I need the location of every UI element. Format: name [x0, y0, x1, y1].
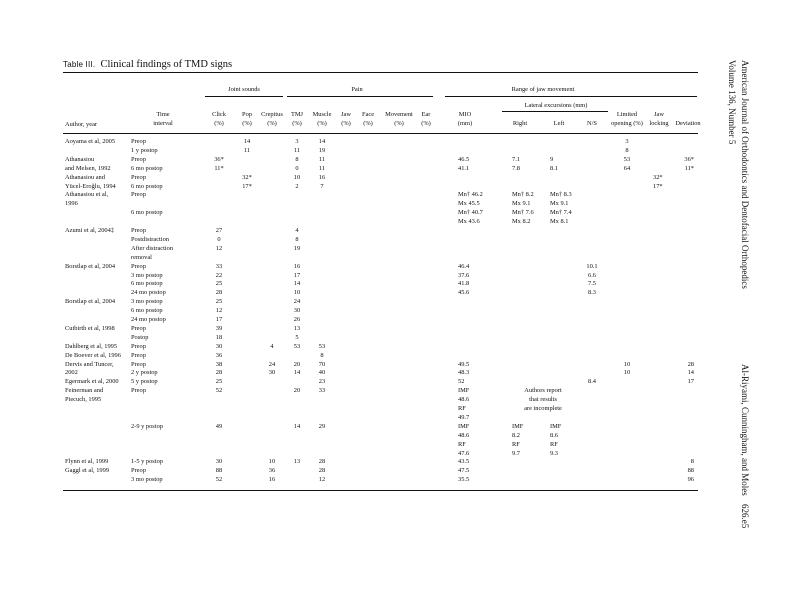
cell-tmj: 24 — [293, 298, 301, 306]
cell-click: 28 — [215, 289, 223, 297]
cell-right: 7.8 — [512, 164, 520, 172]
cell-click: 30 — [215, 342, 223, 350]
journal-title: American Journal of Orthodontics and Dentofacial Orthopedics — [740, 60, 750, 289]
cell-lock: 17* — [653, 182, 663, 190]
table-bottom-rule — [63, 490, 698, 491]
cell-time: Preop — [131, 324, 146, 332]
cell-author: 1996 — [65, 200, 78, 208]
col-limited-2: opening (%) — [611, 120, 643, 127]
cell-tmj: 26 — [293, 316, 301, 323]
group-joint-sounds: Joint sounds — [228, 86, 260, 93]
col-locking-2: locking — [649, 120, 669, 127]
cell-click: 12 — [215, 307, 223, 315]
cell-lim: 10 — [623, 360, 631, 368]
cell-author: Feinerman and — [65, 387, 104, 395]
cell-click: 27 — [215, 227, 223, 234]
col-right: Right — [512, 120, 528, 127]
cell-muscle: 19 — [318, 146, 326, 154]
cell-right: Mx 9.1 — [512, 200, 531, 208]
cell-ns: 6.6 — [588, 271, 596, 279]
cell-pop: 32* — [242, 173, 252, 181]
col-face-2: (%) — [363, 120, 373, 127]
cell-left: Mn† 7.4 — [550, 209, 572, 217]
cell-time: Postdistraction — [131, 235, 169, 243]
col-tmj-1: TMJ — [290, 111, 304, 118]
cell-ns: 8.3 — [588, 289, 596, 297]
group-lateral: Lateral excursions (mm) — [524, 102, 588, 109]
col-jaw-2: (%) — [341, 120, 351, 127]
cell-tmj: 16 — [293, 262, 301, 270]
cell-mio: 49.5 — [458, 360, 470, 368]
cell-tmj: 30 — [293, 307, 301, 315]
cell-time: Preop — [131, 191, 146, 199]
cell-tmj: 0 — [295, 164, 299, 172]
cell-mio: 49.7 — [458, 413, 470, 421]
col-limited-1: Limited — [616, 111, 638, 118]
group-pain: Pain — [351, 86, 363, 93]
cell-ns: 7.5 — [588, 280, 596, 288]
cell-mio: Mx 43.6 — [458, 218, 480, 226]
cell-muscle: 16 — [318, 173, 326, 181]
cell-pop: 14 — [243, 138, 251, 145]
cell-tmj: 14 — [293, 422, 301, 430]
cell-time: 6 mo postop — [131, 209, 163, 217]
cell-mio: 43.5 — [458, 458, 470, 466]
cell-tmj: 13 — [293, 458, 301, 466]
cell-click: 25 — [215, 378, 223, 386]
table-title — [63, 59, 232, 70]
cell-tmj: 20 — [293, 360, 301, 368]
col-movement-1: Movement — [385, 111, 413, 118]
cell-mio: 48.6 — [458, 431, 470, 439]
cell-mio: Mn† 40.7 — [458, 209, 483, 217]
cell-dev: 11* — [684, 164, 694, 172]
journal-volume: Volume 136, Number 5 — [727, 60, 737, 145]
cell-left: IMF — [550, 422, 562, 430]
cell-tmj: 5 — [295, 333, 299, 341]
cell-right: Mn† 7.6 — [512, 209, 534, 217]
col-pop-2: (%) — [242, 120, 252, 127]
col-deviation: Deviation — [675, 120, 701, 127]
cell-mio: 35.5 — [458, 476, 470, 484]
cell-time: Preop — [131, 155, 146, 163]
cell-time: Preop — [131, 467, 146, 475]
cell-crep: 30 — [268, 369, 276, 377]
table-top-rule — [63, 72, 698, 73]
cell-left: 9 — [550, 155, 554, 163]
cell-time: 3 mo postop — [131, 271, 163, 279]
cell-dev: 28 — [687, 360, 694, 368]
cell-click: 28 — [215, 369, 223, 377]
cell-right: RF — [512, 440, 520, 448]
cell-author: and Melsen, 1992 — [65, 164, 111, 172]
cell-click: 36 — [215, 351, 223, 359]
cell-click: 12 — [215, 244, 223, 252]
cell-ns: 8.4 — [588, 378, 596, 386]
cell-left: Mn† 8.3 — [550, 191, 572, 199]
cell-click: 39 — [215, 324, 223, 332]
cell-click: 38 — [215, 360, 223, 368]
cell-author: Flynn et al, 1999 — [65, 458, 109, 466]
rule-lateral — [502, 111, 608, 112]
cell-mio: 47.5 — [458, 467, 470, 475]
table-caption: Clinical findings of TMD signs — [100, 59, 233, 70]
col-crep-1: Crepitus — [261, 111, 283, 118]
cell-author: Borstlap et al, 2004 — [65, 298, 116, 306]
cell-muscle: 28 — [318, 458, 326, 466]
cell-tmj: 14 — [293, 280, 301, 288]
cell-author: Aoyama et al, 2005 — [65, 138, 116, 145]
cell-time: removal — [131, 253, 152, 261]
cell-mio: RF — [458, 440, 466, 448]
cell-mio: 52 — [458, 378, 465, 386]
cell-time: Preop — [131, 262, 146, 270]
cell-left: Mx 8.1 — [550, 218, 569, 226]
cell-time: After distraction — [131, 244, 174, 252]
cell-time: 6 mo postop — [131, 164, 163, 172]
cell-author: Athanasiou et al, — [65, 191, 109, 199]
col-locking-1: Jaw — [654, 111, 664, 118]
cell-muscle: 33 — [318, 387, 326, 395]
cell-author: Athanasiou — [65, 155, 95, 163]
cell-author: Azumi et al, 2004‡ — [65, 227, 114, 234]
cell-tmj: 19 — [293, 244, 301, 252]
cell-muscle: 12 — [318, 476, 326, 484]
cell-author: Yücel-Eroğlu, 1994 — [65, 182, 116, 190]
cell-right: Mx 8.2 — [512, 218, 531, 226]
cell-dev: 36* — [684, 155, 694, 163]
page-number: 626.e5 — [740, 504, 750, 529]
cell-click: 33 — [215, 262, 223, 270]
cell-mio: 46.5 — [458, 155, 470, 163]
cell-time: Preop — [131, 351, 146, 359]
cell-crep: 24 — [268, 360, 276, 368]
cell-tmj: 20 — [293, 387, 301, 395]
cell-dev: 14 — [687, 369, 694, 377]
col-jaw-1: Jaw — [341, 111, 351, 118]
cell-lim: 64 — [623, 164, 631, 172]
cell-ns: 10.1 — [586, 262, 598, 270]
col-muscle-1: Muscle — [312, 111, 332, 118]
cell-dev: 17 — [687, 378, 694, 386]
cell-click: 22 — [215, 271, 223, 279]
cell-mio: 41.8 — [458, 280, 470, 288]
cell-muscle: 14 — [318, 138, 326, 145]
col-face-1: Face — [361, 111, 375, 118]
col-time-1: Time — [156, 111, 170, 118]
cell-tmj: 10 — [293, 173, 301, 181]
cell-click: 25 — [215, 298, 223, 306]
cell-muscle: 40 — [318, 369, 326, 377]
cell-mio: Mn† 46.2 — [458, 191, 483, 199]
header-rule — [63, 133, 698, 134]
cell-time: 3 mo postop — [131, 298, 163, 306]
col-ear-2: (%) — [421, 120, 431, 127]
cell-tmj: 13 — [293, 324, 301, 332]
cell-click: 30 — [215, 458, 223, 466]
cell-time: 2-9 y postop — [131, 422, 163, 430]
cell-time: 6 mo postop — [131, 307, 163, 315]
cell-crep: 4 — [270, 342, 274, 350]
cell-lim: 8 — [625, 146, 629, 154]
col-movement-2: (%) — [394, 120, 404, 127]
cell-time: 24 mo postop — [131, 289, 166, 297]
col-ear-1: Ear — [421, 111, 431, 118]
col-time-2: interval — [153, 120, 173, 127]
cell-mio: 41.1 — [458, 164, 470, 172]
cell-mio: 46.4 — [458, 262, 470, 270]
cell-pop: 17* — [242, 182, 252, 190]
cell-dev: 96 — [687, 476, 694, 484]
cell-time: Preop — [131, 227, 146, 234]
cell-time: 1 y postop — [131, 146, 158, 154]
cell-click: 18 — [215, 333, 223, 341]
cell-mio: IMF — [458, 422, 470, 430]
cell-click: 17 — [215, 316, 223, 323]
cell-author: Borstlap et al, 2004 — [65, 262, 116, 270]
cell-time: Preop — [131, 138, 146, 145]
cell-click: 25 — [215, 280, 223, 288]
article-authors: Al-Riyami, Cunningham, and Moles — [740, 364, 750, 496]
cell-note: Authors report — [524, 387, 562, 395]
cell-time: Preop — [131, 360, 146, 368]
cell-author: 2002 — [65, 369, 78, 377]
col-pop-1: Pop — [242, 111, 252, 118]
cell-right: IMF — [512, 422, 524, 430]
cell-author: Piecuch, 1995 — [65, 396, 102, 404]
cell-click: 88 — [215, 467, 223, 475]
cell-muscle: 8 — [320, 351, 324, 359]
cell-lock: 32* — [653, 173, 663, 181]
col-mio-2: (mm) — [457, 120, 473, 127]
cell-mio: 48.6 — [458, 396, 470, 404]
cell-author: Dahlberg et al, 1995 — [65, 342, 118, 350]
cell-muscle: 23 — [318, 378, 326, 386]
cell-crep: 36 — [268, 467, 276, 475]
cell-lim: 3 — [625, 138, 629, 145]
cell-tmj: 14 — [293, 369, 301, 377]
cell-author: Athanasiou and — [65, 173, 105, 181]
cell-tmj: 2 — [295, 182, 299, 190]
cell-author: Dervis and Tuncer, — [65, 360, 114, 368]
cell-muscle: 7 — [320, 182, 324, 190]
cell-dev: 88 — [687, 467, 694, 475]
cell-muscle: 11 — [318, 164, 326, 172]
cell-muscle: 53 — [318, 342, 326, 350]
cell-mio: 37.6 — [458, 271, 470, 279]
cell-left: 8.1 — [550, 164, 558, 172]
cell-muscle: 28 — [318, 467, 326, 475]
cell-time: Preop — [131, 173, 146, 181]
col-click-1: Click — [212, 111, 226, 118]
cell-muscle: 70 — [318, 360, 326, 368]
cell-mio: IMF — [458, 387, 470, 395]
cell-mio: 45.6 — [458, 289, 470, 297]
cell-right: 9.7 — [512, 449, 520, 457]
cell-tmj: 11 — [293, 146, 301, 154]
col-left: Left — [553, 120, 565, 127]
cell-click: 36* — [214, 155, 224, 163]
cell-lim: 10 — [623, 369, 631, 377]
cell-left: RF — [550, 440, 558, 448]
cell-mio: 48.3 — [458, 369, 470, 377]
cell-tmj: 8 — [295, 235, 299, 243]
cell-muscle: 29 — [318, 422, 326, 430]
cell-crep: 16 — [268, 476, 276, 484]
cell-right: 7.1 — [512, 155, 520, 163]
col-crep-2: (%) — [267, 120, 277, 127]
cell-right: Mn† 8.2 — [512, 191, 534, 199]
cell-tmj: 17 — [293, 271, 301, 279]
cell-left: 9.3 — [550, 449, 558, 457]
cell-time: 24 mo postop — [131, 316, 166, 323]
cell-author: De Boever et al, 1996 — [65, 351, 121, 359]
col-mio-1: MIO — [458, 111, 472, 118]
col-click-2: (%) — [214, 120, 224, 127]
cell-author: Egermark et al, 2000 — [65, 378, 119, 386]
cell-dev: 8 — [690, 458, 694, 466]
cell-pop: 11 — [243, 146, 251, 154]
cell-crep: 10 — [268, 458, 276, 466]
cell-click: 49 — [215, 422, 223, 430]
cell-tmj: 4 — [295, 227, 299, 234]
cell-mio: RF — [458, 405, 466, 412]
cell-tmj: 3 — [295, 138, 299, 145]
cell-note: that results — [529, 396, 557, 404]
cell-tmj: 8 — [295, 155, 299, 163]
cell-muscle: 11 — [318, 155, 326, 163]
cell-click: 11* — [214, 164, 224, 172]
col-ns: N/S — [587, 120, 597, 127]
cell-time: 6 mo postop — [131, 280, 163, 288]
rule-range — [445, 96, 697, 97]
cell-time: Preop — [131, 342, 146, 350]
table-label: Table III. — [63, 60, 96, 69]
cell-left: 8.6 — [550, 431, 558, 439]
cell-click: 52 — [215, 476, 223, 484]
col-author: Author, year — [65, 121, 98, 128]
cell-tmj: 10 — [293, 289, 301, 297]
cell-time: 2 y postop — [131, 369, 158, 377]
cell-right: 8.2 — [512, 431, 520, 439]
rule-pain — [287, 96, 433, 97]
cell-author: Cutbirth et al, 1998 — [65, 324, 115, 332]
rule-joint-sounds — [205, 96, 283, 97]
cell-mio: 47.6 — [458, 449, 470, 457]
cell-tmj: 53 — [293, 342, 301, 350]
cell-click: 52 — [215, 387, 223, 395]
cell-time: 1-5 y postop — [131, 458, 163, 466]
cell-time: Postop — [131, 333, 149, 341]
cell-note: are incomplete — [524, 405, 562, 412]
cell-time: Preop — [131, 387, 146, 395]
cell-time: 5 y postop — [131, 378, 158, 386]
cell-lim: 53 — [623, 155, 631, 163]
cell-author: Gaggl et al, 1999 — [65, 467, 110, 475]
cell-click: 0 — [217, 235, 221, 243]
cell-mio: Mx 45.5 — [458, 200, 480, 208]
cell-left: Mx 9.1 — [550, 200, 569, 208]
col-tmj-2: (%) — [292, 120, 302, 127]
group-range: Range of jaw movement — [511, 86, 575, 93]
cell-time: 3 mo postop — [131, 476, 163, 484]
cell-time: 6 mo postop — [131, 182, 163, 190]
col-muscle-2: (%) — [317, 120, 327, 127]
